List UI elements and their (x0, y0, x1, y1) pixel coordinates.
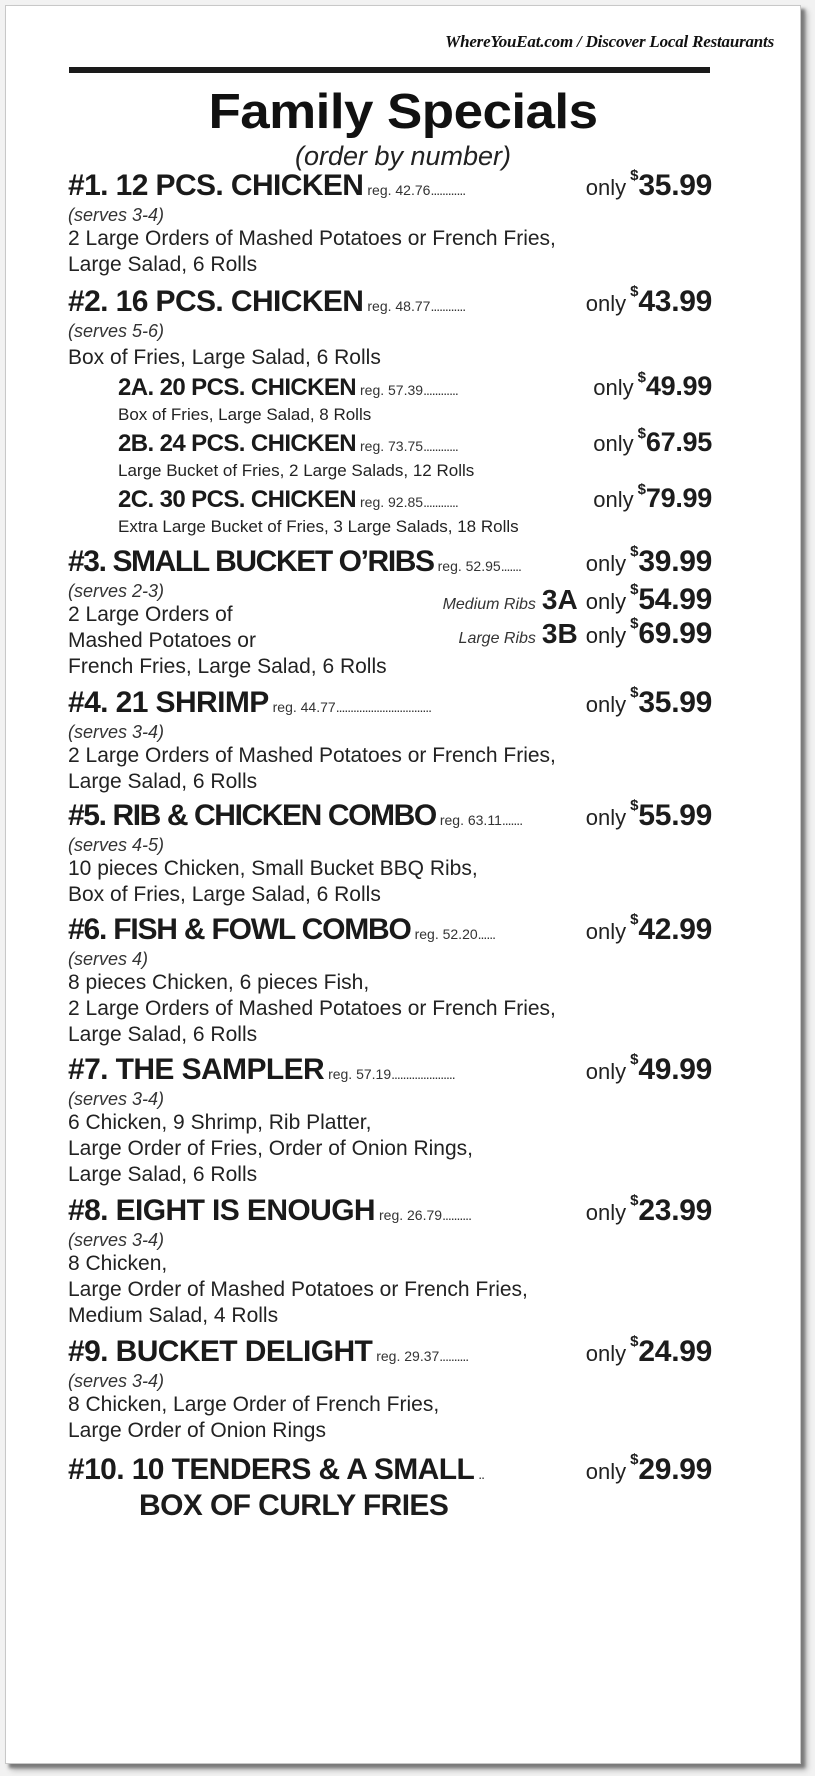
item-description: Large Salad, 6 Rolls (68, 770, 258, 793)
item-price: 55.99 (638, 799, 712, 832)
item-description: Large Order of Mashed Potatoes or French Fries, (68, 1278, 528, 1301)
header-divider (69, 67, 710, 73)
item-description: Extra Large Bucket of Fries, 3 Large Salads, 18 Rolls (118, 517, 519, 536)
item-name: #4. 21 SHRIMP (68, 686, 269, 719)
only-label: only (593, 487, 634, 512)
item-serves: (serves 3-4) (68, 1089, 165, 1109)
leader-dots: ............ (423, 494, 458, 510)
item-description: Large Order of Fries, Order of Onion Rings, (68, 1137, 473, 1160)
currency-symbol: $ (630, 684, 639, 701)
item-regular-price: reg. 57.39 (360, 382, 424, 398)
item-regular-price: reg. 29.37 (376, 1348, 440, 1364)
item-price: 24.99 (638, 1335, 712, 1368)
site-attribution: WhereYouEat.com / Discover Local Restaurants (445, 32, 774, 51)
only-label: only (585, 805, 627, 830)
currency-symbol: $ (630, 615, 639, 632)
menu-item-1 (68, 167, 712, 278)
item-description: Large Bucket of Fries, 2 Large Salads, 12 Rolls (118, 461, 475, 480)
item-serves: (serves 3-4) (68, 1230, 165, 1250)
currency-symbol: $ (637, 369, 646, 386)
item-name: #5. RIB & CHICKEN COMBO (68, 799, 436, 832)
item-serves: (serves 3-4) (68, 1371, 165, 1391)
item-regular-price: reg. 42.76 (367, 182, 431, 198)
leader-dots: ............ (430, 182, 466, 198)
only-label: only (585, 589, 627, 614)
item-regular-price: reg. 63.11 (439, 812, 502, 828)
item-name: #3. SMALL BUCKET O’RIBS (68, 545, 434, 578)
only-label: only (585, 551, 627, 576)
item-name: 2B. 24 PCS. CHICKEN (118, 430, 356, 457)
leader-dots: ............ (423, 438, 458, 454)
leader-dots: .. (478, 1466, 484, 1482)
variant-label: Large Ribs (458, 630, 536, 647)
item-regular-price: reg. 92.85 (360, 494, 424, 510)
menu-page (5, 5, 801, 1764)
item-price: 43.99 (638, 285, 712, 318)
item-description: 2 Large Orders of Mashed Potatoes or French Fries, (68, 997, 556, 1020)
item-name: #9. BUCKET DELIGHT (68, 1335, 373, 1368)
item-name: #2. 16 PCS. CHICKEN (68, 285, 364, 318)
menu-item-8 (68, 1192, 712, 1329)
menu-item-5 (68, 797, 712, 908)
only-label: only (585, 919, 627, 944)
item-description: Box of Fries, Large Salad, 8 Rolls (118, 405, 372, 424)
currency-symbol: $ (630, 167, 639, 184)
item-description: Large Salad, 6 Rolls (68, 1163, 258, 1186)
only-label: only (585, 1459, 627, 1484)
leader-dots: .......... (439, 1348, 469, 1364)
currency-symbol: $ (630, 911, 639, 928)
item-description: 2 Large Orders of Mashed Potatoes or French Fries, (68, 744, 556, 767)
menu-subitem-2a (118, 369, 712, 426)
item-serves: (serves 4-5) (68, 835, 165, 855)
currency-symbol: $ (630, 1192, 639, 1209)
item-regular-price: reg. 52.95 (437, 558, 501, 574)
item-price: 39.99 (638, 545, 712, 578)
variant-3a (443, 583, 712, 617)
only-label: only (593, 431, 634, 456)
item-price: 35.99 (638, 686, 712, 719)
currency-symbol: $ (630, 1451, 639, 1468)
item-regular-price: reg. 52.20 (414, 926, 478, 942)
page-subtitle: (order by number) (294, 141, 512, 171)
item-description: 2 Large Orders of Mashed Potatoes or French Fries, (68, 227, 556, 250)
only-label: only (585, 1059, 627, 1084)
menu-item-4 (68, 684, 712, 795)
item-price: 49.99 (645, 371, 712, 401)
leader-dots: ................................. (335, 699, 432, 715)
item-description: French Fries, Large Salad, 6 Rolls (68, 655, 387, 678)
currency-symbol: $ (630, 283, 639, 300)
currency-symbol: $ (637, 481, 646, 498)
item-price: 79.99 (645, 483, 712, 513)
leader-dots: ...... (477, 926, 495, 942)
item-regular-price: reg. 57.19 (328, 1066, 392, 1082)
menu-item-3 (68, 543, 712, 680)
item-name: #6. FISH & FOWL COMBO (68, 913, 411, 946)
item-regular-price: reg. 73.75 (360, 438, 424, 454)
item-description: Large Salad, 6 Rolls (68, 1023, 258, 1046)
currency-symbol: $ (637, 425, 646, 442)
item-description: 8 Chicken, Large Order of French Fries, (68, 1393, 440, 1416)
variant-price: 54.99 (638, 583, 712, 616)
item-serves: (serves 3-4) (68, 205, 165, 225)
item-price: 67.95 (645, 427, 712, 457)
item-price: 29.99 (638, 1453, 712, 1486)
currency-symbol: $ (630, 797, 639, 814)
item-regular-price: reg. 48.77 (367, 298, 431, 314)
item-serves: (serves 4) (68, 949, 149, 969)
menu-item-7 (68, 1051, 712, 1188)
menu-item-10 (68, 1451, 712, 1523)
item-name-line2: BOX OF CURLY FRIES (139, 1489, 449, 1522)
item-description: Large Order of Onion Rings (68, 1419, 326, 1442)
only-label: only (593, 375, 634, 400)
menu-item-2 (68, 283, 712, 371)
item-description: Mashed Potatoes or (68, 629, 256, 652)
currency-symbol: $ (630, 543, 639, 560)
item-name: #1. 12 PCS. CHICKEN (68, 169, 364, 202)
menu-item-9 (68, 1333, 712, 1444)
currency-symbol: $ (630, 1051, 639, 1068)
item-description: 8 pieces Chicken, 6 pieces Fish, (68, 971, 370, 994)
item-description: Medium Salad, 4 Rolls (68, 1304, 279, 1327)
currency-symbol: $ (630, 581, 639, 598)
leader-dots: .......... (442, 1207, 471, 1223)
item-price: 35.99 (638, 169, 712, 202)
leader-dots: ....... (501, 812, 523, 828)
leader-dots: ............ (423, 382, 458, 398)
variant-code: 3B (541, 618, 578, 649)
only-label: only (585, 1200, 627, 1225)
item-description: Large Salad, 6 Rolls (68, 253, 258, 276)
item-name: #8. EIGHT IS ENOUGH (68, 1194, 375, 1227)
leader-dots: ...................... (391, 1066, 455, 1082)
variant-code: 3A (541, 584, 578, 615)
item-regular-price: reg. 44.77 (272, 699, 336, 715)
only-label: only (585, 1341, 627, 1366)
item-serves: (serves 5-6) (68, 321, 165, 341)
leader-dots: ....... (500, 558, 521, 574)
page-title: Family Specials (208, 85, 598, 139)
menu-item-6 (68, 911, 712, 1048)
item-price: 23.99 (638, 1194, 712, 1227)
variant-price: 69.99 (638, 617, 712, 650)
only-label: only (585, 175, 627, 200)
item-description: Box of Fries, Large Salad, 6 Rolls (68, 883, 381, 906)
item-description: 6 Chicken, 9 Shrimp, Rib Platter, (68, 1111, 372, 1134)
item-description: 10 pieces Chicken, Small Bucket BBQ Ribs, (68, 857, 478, 880)
item-serves: (serves 2-3) (68, 581, 165, 601)
leader-dots: ............ (430, 298, 466, 314)
item-description: 2 Large Orders of (68, 603, 233, 626)
item-price: 49.99 (638, 1053, 712, 1086)
menu-subitem-2c (118, 481, 712, 538)
menu-subitem-2b (118, 425, 712, 482)
item-serves: (serves 3-4) (68, 722, 165, 742)
item-description: 8 Chicken, (68, 1252, 168, 1275)
item-name: 2C. 30 PCS. CHICKEN (118, 486, 356, 513)
item-name: 2A. 20 PCS. CHICKEN (118, 374, 356, 401)
only-label: only (585, 623, 627, 648)
item-price: 42.99 (638, 913, 712, 946)
item-name: #10. 10 TENDERS & A SMALL (68, 1453, 475, 1486)
item-name: #7. THE SAMPLER (68, 1053, 325, 1086)
variant-3b (459, 617, 712, 651)
variant-label: Medium Ribs (442, 596, 536, 613)
only-label: only (585, 692, 627, 717)
item-description: Box of Fries, Large Salad, 6 Rolls (68, 346, 381, 369)
currency-symbol: $ (630, 1333, 639, 1350)
item-regular-price: reg. 26.79 (379, 1207, 443, 1223)
only-label: only (585, 291, 627, 316)
